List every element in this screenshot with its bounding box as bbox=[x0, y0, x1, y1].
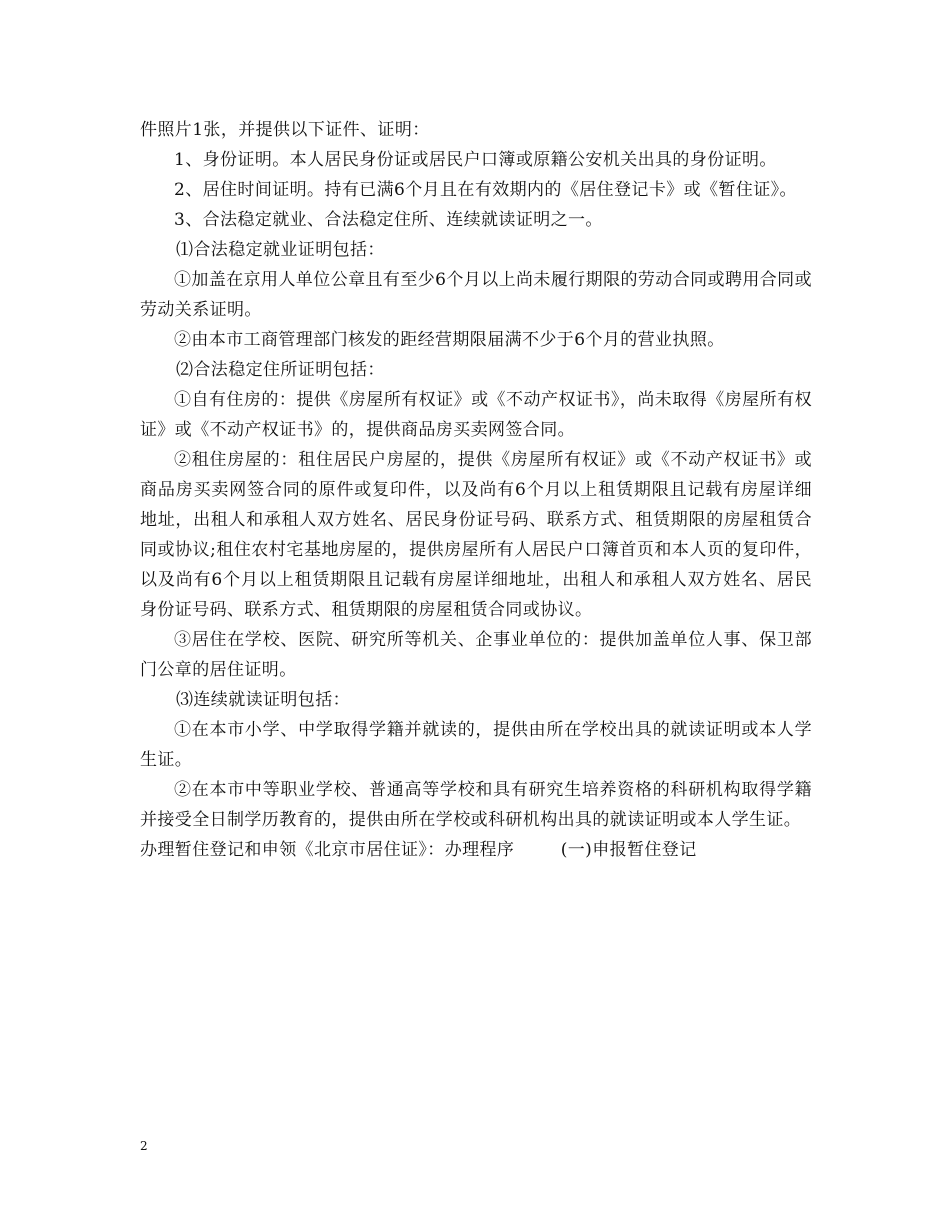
paragraph: ①加盖在京用人单位公章且有至少6个月以上尚未履行期限的劳动合同或聘用合同或劳动关系证明。 bbox=[140, 270, 812, 320]
paragraph: 3、合法稳定就业、合法稳定住所、连续就读证明之一。 bbox=[174, 210, 603, 230]
paragraph: ③居住在学校、医院、研究所等机关、企事业单位的：提供加盖单位人事、保卫部门公章的居住证明。 bbox=[140, 630, 812, 680]
document-body bbox=[140, 115, 812, 865]
paragraph: ②由本市工商管理部门核发的距经营期限届满不少于6个月的营业执照。 bbox=[174, 330, 725, 350]
paragraph: ①自有住房的：提供《房屋所有权证》或《不动产权证书》，尚未取得《房屋所有权证》或《不动产权证书》的，提供商品房买卖网签合同。 bbox=[140, 390, 812, 440]
subheading: ⑵合法稳定住所证明包括： bbox=[176, 360, 385, 380]
paragraph: 1、身份证明。本人居民身份证或居民户口簿或原籍公安机关出具的身份证明。 bbox=[174, 150, 777, 170]
paragraph: ②租住房屋的：租住居民户房屋的，提供《房屋所有权证》或《不动产权证书》或商品房买卖网签合同的原件或复印件，以及尚有6个月以上租赁期限且记载有房屋详细地址，出租人和承租人双方姓名、居民身份证号码、联系方式、租赁期限的房屋租赁合同或协议;租住农村宅基地房屋的，提供房屋所有人居民户口簿首页和本人页的复印件，以及尚有6个月以上租赁期限且记载有房屋详细地址，出租人和承租人双方姓名、居民身份证号码、联系方式、租赁期限的房屋租赁合同或协议。 bbox=[140, 450, 812, 620]
paragraph: 件照片1张，并提供以下证件、证明： bbox=[140, 120, 430, 140]
paragraph: ①在本市小学、中学取得学籍并就读的，提供由所在学校出具的就读证明或本人学生证。 bbox=[140, 720, 812, 770]
paragraph: ②在本市中等职业学校、普通高等学校和具有研究生培养资格的科研机构取得学籍并接受全日制学历教育的，提供由所在学校或科研机构出具的就读证明或本人学生证。 bbox=[140, 780, 812, 830]
subheading: ⑴合法稳定就业证明包括： bbox=[176, 240, 385, 260]
closing-line: 办理暂住登记和申领《北京市居住证》：办理程序 (一)申报暂住登记 bbox=[140, 840, 697, 860]
page-number: 2 bbox=[140, 1139, 148, 1153]
subheading: ⑶连续就读证明包括： bbox=[176, 690, 350, 710]
paragraph: 2、居住时间证明。持有已满6个月且在有效期内的《居住登记卡》或《暂住证》。 bbox=[174, 180, 797, 200]
